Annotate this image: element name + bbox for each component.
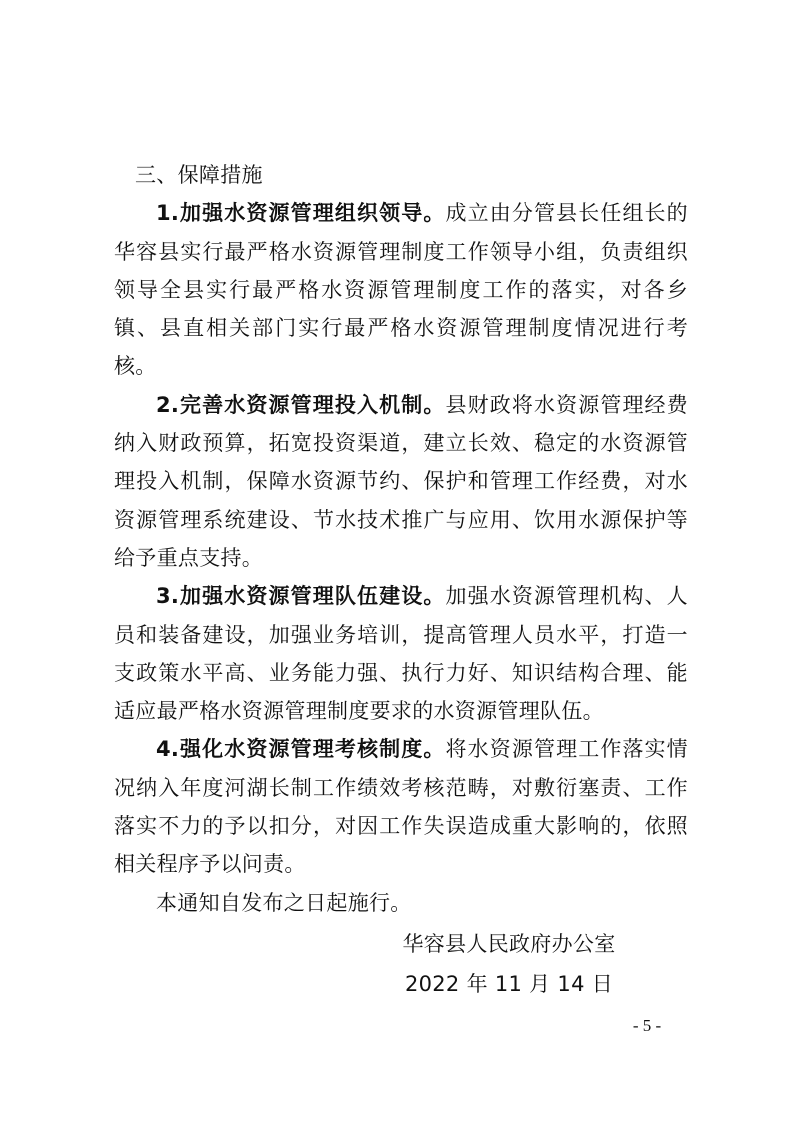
- measure-item-1-text: 成立由分管县长任组长的华容县实行最严格水资源管理制度工作领导小组，负责组织领导全县实行最严格水资源管理制度工作的落实，对各乡镇、县直相关部门实行最严格水资源管理制度情况进行考核。: [114, 201, 688, 379]
- measure-item-2-text: 县财政将水资源管理经费纳入财政预算，拓宽投资渠道，建立长效、稳定的水资源管理投入机制，保障水资源节约、保护和管理工作经费，对水资源管理系统建设、节水技术推广与应用、饮用水源保护等给予重点支持。: [114, 392, 688, 570]
- page-number: - 5 -: [632, 1016, 662, 1035]
- measure-item-4-text: 将水资源管理工作落实情况纳入年度河湖长制工作绩效考核范畴，对敷衍塞责、工作落实不力的予以扣分，对因工作失误造成重大影响的，依照相关程序予以问责。: [114, 737, 688, 877]
- measure-item-4: [114, 730, 688, 883]
- measure-item-4-title: 4.强化水资源管理考核制度。: [156, 737, 446, 762]
- measure-item-1: [114, 194, 688, 385]
- measure-item-3: [114, 577, 688, 730]
- measure-item-2: [114, 386, 688, 577]
- measure-item-3-title: 3.加强水资源管理队伍建设。: [156, 584, 446, 609]
- measure-item-2-title: 2.完善水资源管理投入机制。: [156, 392, 446, 417]
- section-heading: 三、保障措施: [135, 163, 263, 187]
- signature-organization: 华容县人民政府办公室: [402, 932, 616, 956]
- document-body: [114, 156, 688, 922]
- closing-statement: 本通知自发布之日起施行。: [156, 890, 412, 915]
- measure-item-1-title: 1.加强水资源管理组织领导。: [156, 201, 446, 226]
- measure-item-3-text: 加强水资源管理机构、人员和装备建设，加强业务培训，提高管理人员水平，打造一支政策水平高、业务能力强、执行力好、知识结构合理、能适应最严格水资源管理制度要求的水资源管理队伍。: [114, 584, 688, 724]
- signature-date: 2022 年 11 月 14 日: [404, 972, 614, 996]
